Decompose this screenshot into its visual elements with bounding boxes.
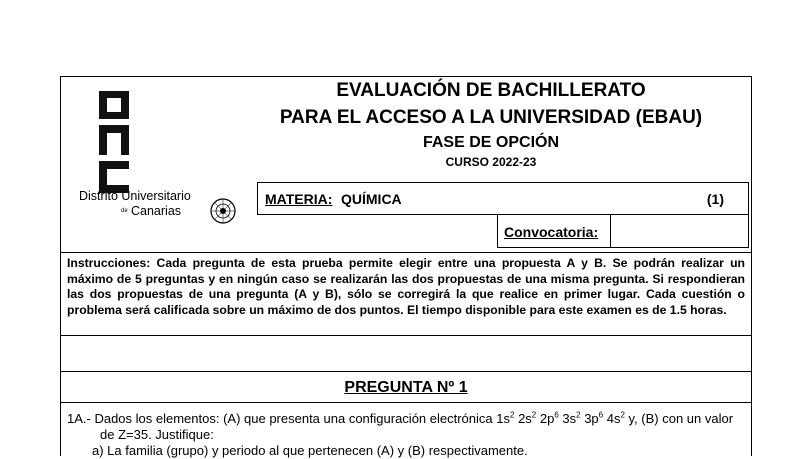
electron-config: $1s^2$ $2s^2$ $2p^6$ $3s^2$ $3p^6$ $4s^2$ — [496, 410, 625, 426]
duc-letters-icon — [99, 91, 129, 193]
divider-line — [61, 402, 751, 403]
seal-icon — [211, 199, 235, 223]
exam-course: CURSO 2022-23 — [445, 155, 537, 169]
convocatoria-label: Convocatoria: — [504, 224, 599, 240]
materia-label: MATERIA: — [265, 191, 333, 207]
question-continuation: de Z=35. Justifique: — [100, 427, 214, 442]
logo-line2-prefix: de — [121, 208, 128, 214]
exam-subtitle: PARA EL ACCESO A LA UNIVERSIDAD (EBAU) — [279, 107, 703, 128]
convocatoria-divider — [610, 215, 611, 247]
divider-line — [61, 371, 751, 372]
duc-logo — [77, 81, 237, 231]
materia-box — [257, 182, 749, 215]
divider-line — [61, 335, 751, 336]
exam-header-frame — [60, 76, 752, 456]
materia-number: (1) — [706, 191, 724, 207]
question-intro-line — [67, 411, 749, 427]
instructions: Instrucciones: Cada pregunta de esta prueba permite elegir entre una propuesta A y B. Se podrán realizar un máximo de 5 preguntas y en ningún caso se realizarán las dos propuestas de una misma pregunta. Si respondieran las dos propuestas de una pregunta (A y B), sólo se corregirá la que realice en primer lugar. Cada cuestión o problema será calificada sobre un máximo de dos puntos. El tiempo disponible para este examen es de 1.5 horas. — [61, 252, 751, 318]
materia-value: QUÍMICA — [341, 191, 402, 207]
logo-line2: Canarias — [131, 204, 182, 218]
convocatoria-box — [497, 215, 749, 248]
exam-title: EVALUACIÓN DE BACHILLERATO — [336, 80, 646, 101]
question-intro-end: y, (B) con un valor — [624, 411, 734, 426]
exam-phase: FASE DE OPCIÓN — [422, 134, 560, 151]
question-body — [67, 411, 749, 459]
question-intro: 1A.- Dados los elementos: (A) que presenta una configuración electrónica — [67, 411, 493, 426]
logo-line1: Distrito Universitario — [79, 189, 191, 203]
question-title: PREGUNTA Nº 1 — [344, 379, 468, 396]
question-item-a: a) La familia (grupo) y periodo al que pertenecen (A) y (B) respectivamente. — [92, 443, 528, 458]
